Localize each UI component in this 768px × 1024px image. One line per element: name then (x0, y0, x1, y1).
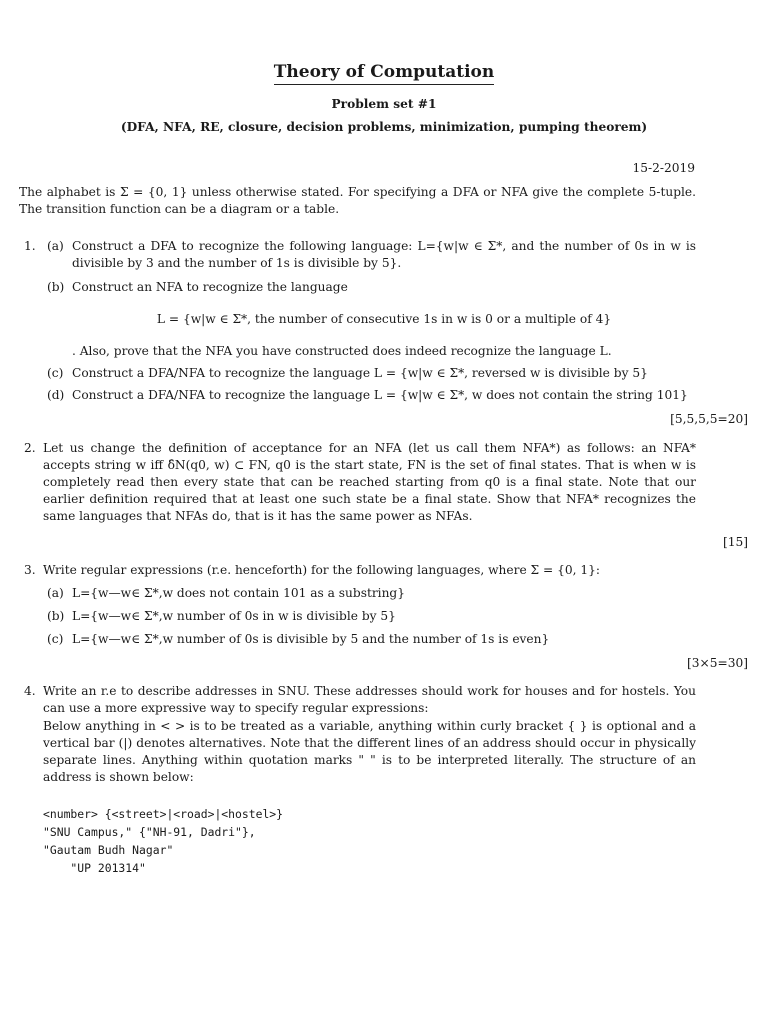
q3-number: 3. (24, 563, 36, 577)
q4-number: 4. (24, 684, 36, 698)
q3b-text: L={w—w∈ Σ*,w number of 0s in w is divisible by 5} (72, 609, 396, 623)
q3-marks: [3×5=30] (687, 656, 748, 670)
q4-text-1: Write an r.e to describe addresses in SNU. These addresses should work for houses and for hostels. You can use a more expressive way to specify regular expressions: (43, 684, 696, 715)
q1b-after: . Also, prove that the NFA you have constructed does indeed recognize the language L. (72, 344, 612, 358)
q3a-label: (a) (47, 586, 64, 600)
q3c-text: L={w—w∈ Σ*,w number of 0s is divisible by 5 and the number of 1s is even} (72, 632, 550, 646)
topics-line: (DFA, NFA, RE, closure, decision problems, minimization, pumping theorem) (120, 120, 648, 134)
q1b-label: (b) (47, 280, 65, 294)
q2-number: 2. (24, 441, 36, 455)
q2-text: Let us change the definition of acceptance for an NFA (let us call them NFA*) as follows: an NFA* accepts string w iff δ̂N(q0, w) ⊂ FN, q0 is the start state, FN is the set of final states. That is when w is completely read then every state that can be reached starting from q0 is a final state. Note that our earlier definition required that at least one such state be a final state. Show that NFA* recognizes the same languages that NFAs do, that is it has the same power as NFAs. (43, 441, 696, 523)
q1d-label: (d) (47, 388, 65, 402)
q3c-label: (c) (47, 632, 64, 646)
document-title: Theory of Computation (0, 62, 768, 82)
address-code-line-1: <number> {<street>|<road>|<hostel>} (43, 807, 284, 821)
address-code-line-2: "SNU Campus," {"NH-91, Dadri"}, (43, 825, 256, 839)
address-code-line-4: "UP 201314" (43, 861, 146, 875)
q1c-text: Construct a DFA/NFA to recognize the language L = {w|w ∈ Σ*, reversed w is divisible by 5} (72, 366, 648, 380)
date: 15-2-2019 (632, 161, 695, 175)
q3-text: Write regular expressions (r.e. henceforth) for the following languages, where Σ = {0, 1}: (43, 563, 600, 577)
q1-marks: [5,5,5,5=20] (670, 412, 748, 426)
intro-paragraph: The alphabet is Σ = {0, 1} unless otherwise stated. For specifying a DFA or NFA give the complete 5-tuple. The transition function can be a diagram or a table. (19, 185, 696, 216)
q1b-text: Construct an NFA to recognize the language (72, 280, 348, 294)
q1d-text: Construct a DFA/NFA to recognize the language L = {w|w ∈ Σ*, w does not contain the string 101} (72, 388, 688, 402)
q1c-label: (c) (47, 366, 64, 380)
q1a-label: (a) (47, 239, 64, 253)
problem-set-label: Problem set #1 (331, 97, 437, 111)
q1a-text: Construct a DFA to recognize the following language: L={w|w ∈ Σ*, and the number of 0s in w is divisible by 3 and the number of 1s is divisible by 5}. (72, 239, 696, 270)
q1b-math: L = {w|w ∈ Σ*, the number of consecutive 1s in w is 0 or a multiple of 4} (156, 312, 612, 326)
q2-marks: [15] (722, 535, 748, 549)
address-code-line-3: "Gautam Budh Nagar" (43, 843, 174, 857)
q4-text-2: Below anything in < > is to be treated as a variable, anything within curly bracket { } is optional and a vertical bar (|) denotes alternatives. Note that the different lines of an address should occur in physically separate lines. Anything within quotation marks " " is to be interpreted literally. The structure of an address is shown below: (43, 719, 696, 784)
q3b-label: (b) (47, 609, 65, 623)
q3a-text: L={w—w∈ Σ*,w does not contain 101 as a substring} (72, 586, 405, 600)
q1-number: 1. (24, 239, 36, 253)
